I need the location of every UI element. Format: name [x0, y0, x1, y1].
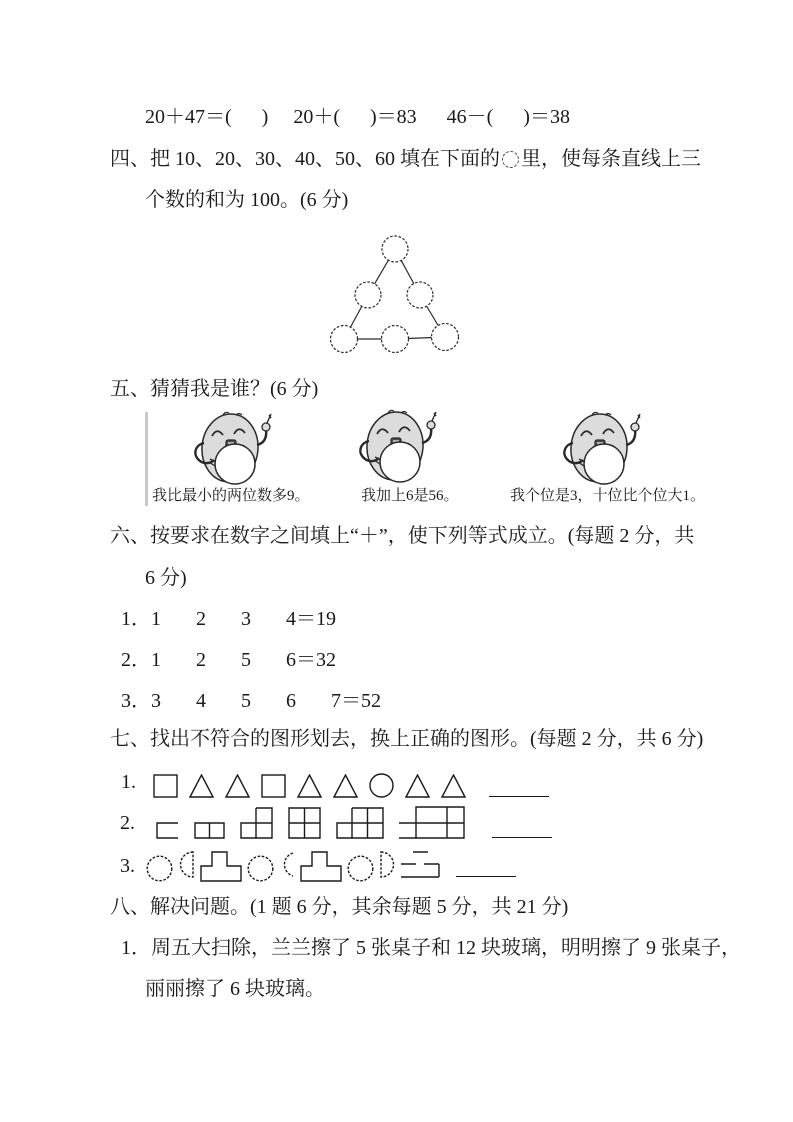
cell5-shape — [336, 807, 384, 839]
blob-character-icon — [552, 410, 652, 488]
q6-item-2: 2．1 2 5 6＝32 — [121, 649, 336, 671]
inline-answer-circle-icon — [502, 151, 519, 168]
q6-heading-line1: 六、按要求在数字之间填上“＋”，使下列等式成立。(每题 2 分，共 — [110, 525, 695, 547]
circle3-shape — [146, 855, 173, 882]
q4-heading-line1 — [110, 147, 701, 172]
diagram-circle — [432, 324, 459, 351]
riddle-blob-3 — [552, 410, 652, 488]
q4-heading-line1-pre: 四、把 10、20、30、40、50、60 填在下面的 — [110, 148, 500, 170]
row-label: 3. — [120, 855, 135, 877]
circle-shape — [369, 773, 394, 798]
q6-heading-line2: 6 分) — [145, 567, 187, 589]
q8-item1-line1: 1．周五大扫除，兰兰擦了 5 张桌子和 12 块玻璃，明明擦了 9 张桌子， — [121, 937, 741, 959]
square-shape — [261, 774, 286, 798]
q7-pattern-row-2 — [120, 806, 552, 839]
q4-heading-line1-post: 里，使每条直线上三 — [521, 148, 701, 170]
riddle-blob-1 — [183, 410, 283, 488]
cell3L-shape — [240, 807, 273, 839]
q8-heading: 八、解决问题。(1 题 6 分，其余每题 5 分，共 21 分) — [110, 896, 569, 918]
triangle-shape — [297, 774, 322, 798]
blob-character-icon — [183, 410, 283, 488]
triangle-shape — [225, 774, 250, 798]
riddle-caption-3: 我个位是3，十位比个位大1。 — [510, 488, 706, 504]
tee-shape — [300, 851, 342, 882]
answer-blank-line — [492, 835, 552, 838]
row-label: 2. — [120, 812, 135, 834]
fill-blank-equations: 20＋47＝( ) 20＋( )＝83 46－( )＝38 — [145, 106, 570, 128]
triangle-diagram — [328, 233, 461, 355]
answer-belly-circle — [380, 442, 420, 482]
row-label: 1. — [121, 771, 136, 793]
riddle-caption-2: 我加上6是56。 — [361, 488, 459, 504]
q6-item-1: 1．1 2 3 4＝19 — [121, 608, 336, 630]
tee-shape — [200, 851, 242, 882]
diagram-circle — [382, 326, 409, 353]
cell4sq-shape — [288, 807, 321, 839]
scan-artifact-line — [145, 412, 148, 506]
q4-heading-line2: 个数的和为 100。(6 分) — [145, 189, 349, 211]
answer-belly-circle — [584, 444, 624, 484]
crescent-shape — [279, 851, 295, 878]
triangle-shape — [441, 774, 466, 798]
diagram-circle — [355, 282, 381, 308]
cell2-shape — [194, 822, 225, 839]
blob-character-icon — [348, 408, 448, 486]
q6-item-3: 3．3 4 5 6 7＝52 — [121, 690, 381, 712]
answer-belly-circle — [215, 444, 255, 484]
cell6wrong-shape — [399, 806, 465, 839]
answer-blank-line — [456, 874, 516, 877]
cell1-shape — [156, 821, 179, 839]
answer-blank-line — [489, 794, 549, 797]
square-shape — [153, 774, 178, 798]
diagram-circle — [331, 326, 358, 353]
diagram-circle — [382, 236, 408, 262]
q7-pattern-row-3 — [120, 851, 516, 882]
q7-pattern-row-1 — [121, 772, 549, 798]
riddle-caption-1: 我比最小的两位数多9。 — [152, 488, 310, 504]
diagram-circle — [407, 282, 433, 308]
q8-item1-line2: 丽丽擦了 6 块玻璃。 — [145, 978, 325, 1000]
triangle-shape — [333, 774, 358, 798]
circle3-shape — [247, 855, 274, 882]
q5-heading: 五、猜猜我是谁？(6 分) — [110, 378, 319, 400]
triangle-shape — [405, 774, 430, 798]
triangle-shape — [189, 774, 214, 798]
half-left-shape — [178, 851, 195, 878]
circle3-shape — [347, 855, 374, 882]
q7-heading: 七、找出不符合的图形划去，换上正确的图形。(每题 2 分，共 6 分) — [110, 728, 704, 750]
half-right-shape — [379, 851, 396, 878]
riddle-blob-2 — [348, 408, 448, 486]
broken-shape — [401, 851, 441, 878]
